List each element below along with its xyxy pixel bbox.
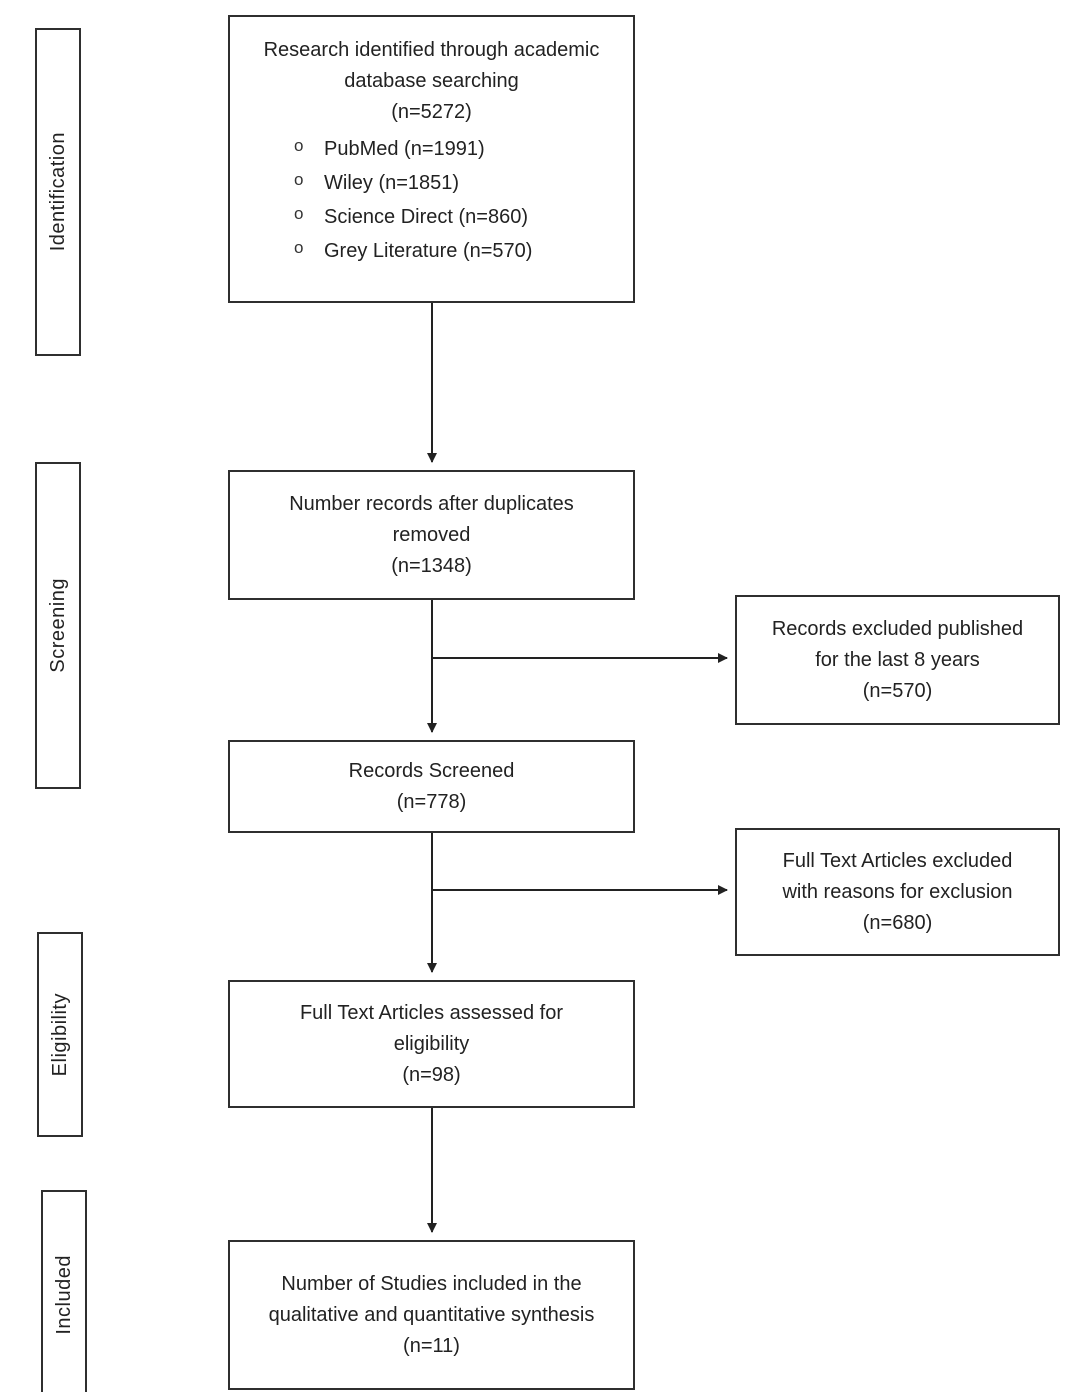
stage-label-included-text: Included <box>52 1255 75 1335</box>
box-records-screened-text: Records Screened (n=778) <box>348 759 515 813</box>
box-records-screened <box>228 740 635 833</box>
stage-label-identification-text: Identification <box>46 132 69 252</box>
box-identification-search <box>228 15 635 303</box>
box-records-excluded-text: Records excluded published for the last 8 years (n=570) <box>771 617 1024 702</box>
box-duplicates-removed-text: Number records after duplicates removed (n=1348) <box>289 492 574 577</box>
box-fulltext-assessed <box>228 980 635 1108</box>
stage-label-eligibility-text: Eligibility <box>48 992 71 1077</box>
box-studies-included <box>228 1240 635 1390</box>
box-identification-database-list: o PubMed (n=1991) o Wiley (n=1851) o Science Direct (n=860) o Grey Literature (n=570) <box>288 132 619 268</box>
box-duplicates-removed <box>228 470 635 600</box>
box-fulltext-excluded-text: Full Text Articles excluded with reasons for exclusion (n=680) <box>782 849 1013 934</box>
box-studies-included-text: Number of Studies included in the qualitative and quantitative synthesis (n=11) <box>268 1272 595 1357</box>
stage-label-identification <box>35 28 81 356</box>
box-fulltext-assessed-text: Full Text Articles assessed for eligibility (n=98) <box>299 1001 564 1086</box>
box-records-excluded <box>735 595 1060 725</box>
box-identification-search-text: Research identified through academic database searching (n=5272) <box>263 39 600 123</box>
stage-label-screening-text: Screening <box>46 578 69 673</box>
stage-label-screening <box>35 462 81 789</box>
stage-label-included <box>41 1190 87 1392</box>
stage-label-eligibility <box>37 932 83 1137</box>
box-fulltext-excluded <box>735 828 1060 956</box>
